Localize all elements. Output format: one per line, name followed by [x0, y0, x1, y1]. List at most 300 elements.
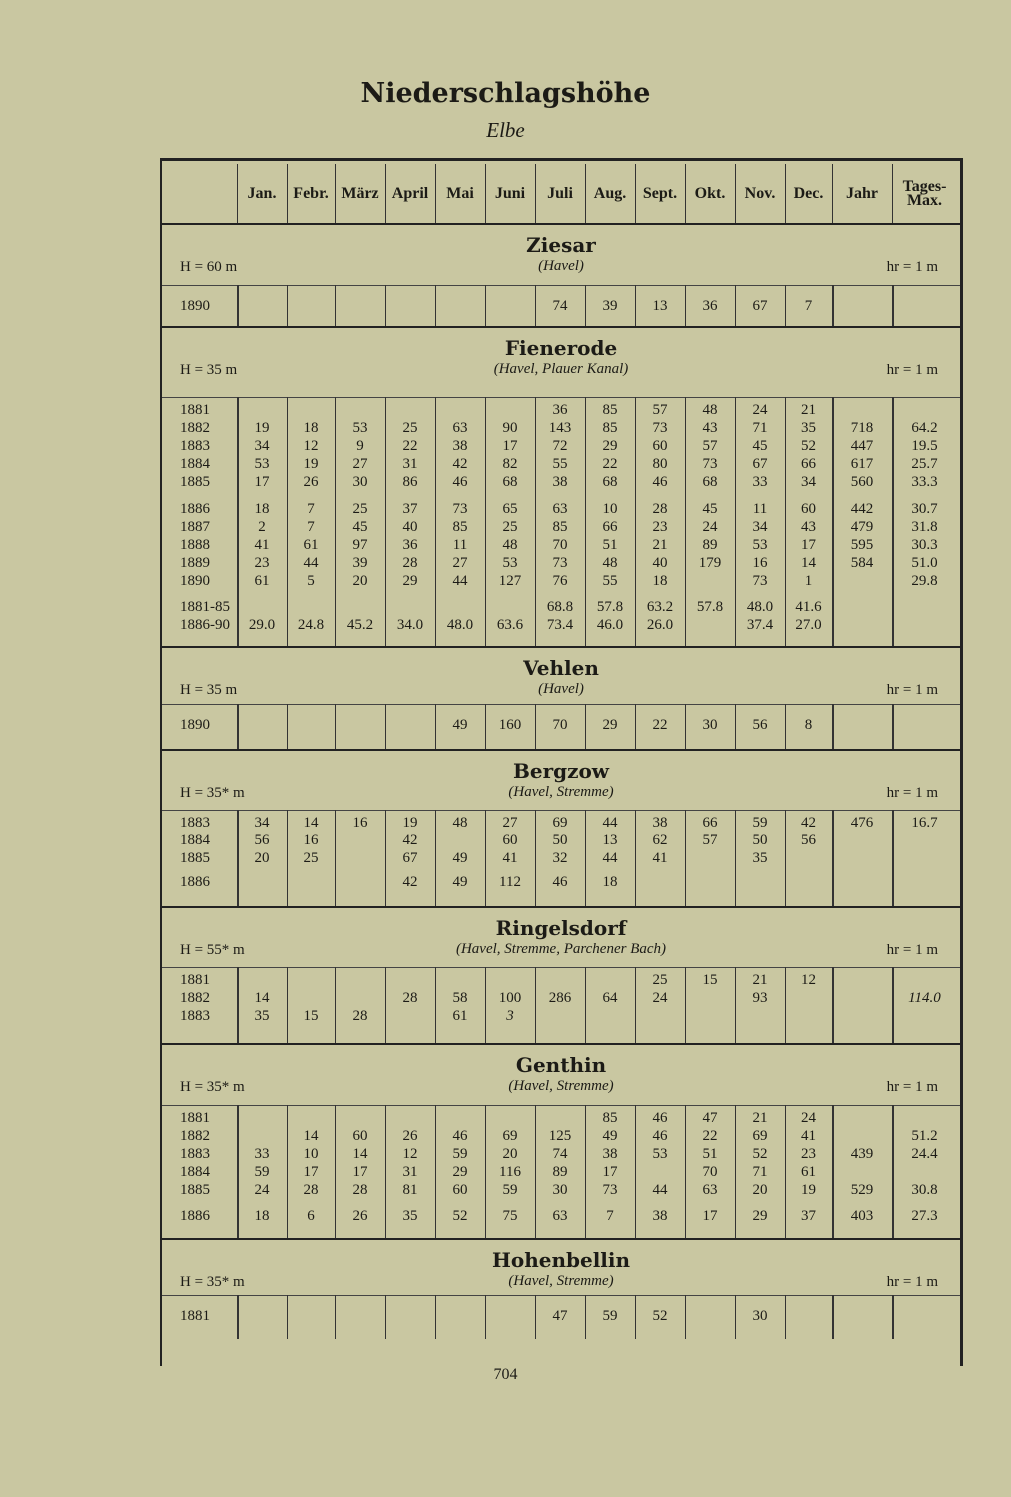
column-divider: [237, 164, 238, 223]
table-cell: 25.7: [911, 456, 938, 472]
table-cell: 11: [452, 537, 468, 553]
column-header: Sept.: [642, 184, 678, 202]
column-header: März: [341, 184, 379, 202]
table-cell: 14: [303, 815, 319, 831]
table-cell: 160: [498, 717, 522, 733]
table-cell: 34: [254, 438, 270, 454]
station-river: (Havel, Stremme): [508, 784, 614, 800]
section-divider: [162, 906, 960, 908]
table-cell: 48: [602, 555, 618, 571]
row-year: 1886: [180, 874, 210, 890]
table-cell: 29: [752, 1208, 768, 1224]
column-divider: [237, 704, 239, 749]
table-cell: 67: [402, 850, 418, 866]
table-cell: 70: [552, 717, 568, 733]
table-cell: 44: [602, 850, 618, 866]
column-divider: [892, 1295, 894, 1339]
column-header: Aug.: [593, 184, 627, 202]
table-cell: 22: [652, 717, 668, 733]
table-cell: 2: [258, 519, 266, 535]
table-cell: 286: [548, 990, 572, 1006]
table-cell: 29.8: [911, 573, 938, 589]
station-river: (Havel, Plauer Kanal): [493, 361, 629, 377]
station-name: Genthin: [515, 1053, 607, 1077]
table-cell: 46: [652, 1128, 668, 1144]
table-cell: 45: [752, 438, 768, 454]
table-cell: 37.4: [746, 617, 774, 633]
row-year: 1882: [180, 990, 210, 1006]
table-cell: 23: [801, 1146, 816, 1162]
table-cell: 7: [307, 519, 315, 535]
station-height: H = 35 m: [180, 362, 238, 378]
table-cell: 63: [702, 1182, 718, 1198]
table-cell: 18: [303, 420, 319, 436]
station-name: Hohenbellin: [491, 1248, 631, 1272]
table-cell: 55: [552, 456, 568, 472]
column-divider: [335, 164, 336, 223]
table-cell: 73: [602, 1182, 618, 1198]
table-cell: 80: [652, 456, 668, 472]
table-cell: 68: [602, 474, 618, 490]
page-number: 704: [493, 1366, 518, 1383]
table-cell: 17: [702, 1208, 718, 1224]
table-cell: 53: [352, 420, 368, 436]
table-cell: 19: [402, 815, 418, 831]
table-cell: 63: [452, 420, 468, 436]
table-cell: 14: [303, 1128, 319, 1144]
table-cell: 29.0: [248, 617, 276, 633]
table-cell: 52: [652, 1308, 668, 1324]
table-cell: 85: [552, 519, 568, 535]
table-cell: 44: [303, 555, 319, 571]
table-cell: 34: [254, 815, 270, 831]
table-cell: 28: [303, 1182, 319, 1198]
column-divider: [685, 1295, 686, 1339]
column-divider: [237, 285, 239, 326]
station-name: Bergzow: [512, 759, 610, 783]
table-cell: 617: [850, 456, 874, 472]
section-divider: [162, 646, 960, 648]
table-cell: 49: [452, 717, 468, 733]
row-year: 1886: [180, 1208, 210, 1224]
table-cell: 22: [702, 1128, 718, 1144]
column-divider: [287, 1295, 288, 1339]
table-cell: 27.0: [795, 617, 822, 633]
table-cell: 53: [254, 456, 270, 472]
table-cell: 46: [452, 1128, 468, 1144]
section-divider: [162, 223, 960, 225]
gauge-height: hr = 1 m: [886, 1079, 938, 1095]
table-cell: 73: [452, 501, 468, 517]
gauge-height: hr = 1 m: [886, 1274, 938, 1290]
column-divider: [892, 704, 894, 749]
table-cell: 51: [602, 537, 618, 553]
table-cell: 76: [552, 573, 568, 589]
section-body-divider: [162, 397, 960, 398]
table-cell: 16.7: [911, 815, 938, 831]
table-cell: 11: [752, 501, 768, 517]
table-cell: 21: [752, 972, 768, 988]
row-year: 1884: [180, 456, 210, 472]
table-cell: 26: [402, 1128, 418, 1144]
table-cell: 31: [402, 456, 418, 472]
table-cell: 1: [804, 573, 813, 589]
table-cell: 24.4: [911, 1146, 938, 1162]
row-year: 1885: [180, 474, 210, 490]
table-cell: 68: [702, 474, 718, 490]
table-cell: 26: [352, 1208, 368, 1224]
column-divider: [435, 164, 436, 223]
table-cell: 17: [352, 1164, 368, 1180]
table-cell: 20: [502, 1146, 518, 1162]
table-cell: 69: [502, 1128, 518, 1144]
table-cell: 42: [801, 815, 816, 831]
table-cell: 41: [502, 850, 518, 866]
table-cell: 30: [552, 1182, 568, 1198]
table-cell: 23: [652, 519, 668, 535]
table-cell: 33: [254, 1146, 270, 1162]
table-cell: 70: [702, 1164, 718, 1180]
station-river: (Havel, Stremme): [508, 1273, 614, 1289]
station-name: Ringelsdorf: [495, 916, 627, 940]
column-divider: [832, 704, 834, 749]
table-cell: 42: [402, 832, 418, 848]
column-header: Juli: [547, 184, 573, 202]
table-cell: 18: [254, 501, 270, 517]
precipitation-table: [160, 158, 963, 1366]
column-divider: [635, 164, 636, 223]
table-cell: 22: [402, 438, 418, 454]
table-cell: 45: [352, 519, 368, 535]
column-header: Juni: [494, 184, 526, 202]
table-cell: 63.2: [646, 599, 674, 615]
table-cell: 14: [254, 990, 270, 1006]
table-cell: 439: [850, 1146, 874, 1162]
table-cell: 17: [801, 537, 816, 553]
row-year: 1883: [180, 1146, 210, 1162]
row-year: 1881: [180, 1110, 210, 1126]
row-year: 1881: [180, 972, 210, 988]
table-cell: 46: [552, 874, 568, 890]
table-cell: 26.0: [646, 617, 674, 633]
table-cell: 28: [652, 501, 668, 517]
table-cell: 64.2: [911, 420, 938, 436]
table-cell: 14: [801, 555, 816, 571]
table-cell: 35: [801, 420, 816, 436]
station-height: H = 35* m: [180, 785, 245, 801]
table-cell: 7: [606, 1208, 614, 1224]
column-divider: [485, 1295, 486, 1339]
gauge-height: hr = 1 m: [886, 682, 938, 698]
row-year: 1886: [180, 501, 210, 517]
column-header: Tages-Max.: [902, 177, 947, 209]
table-cell: 81: [402, 1182, 418, 1198]
column-divider: [535, 164, 536, 223]
table-cell: 5: [307, 573, 315, 589]
column-divider: [435, 285, 436, 326]
table-cell: 14: [352, 1146, 368, 1162]
table-cell: 52: [452, 1208, 468, 1224]
table-cell: 74: [552, 1146, 568, 1162]
table-cell: 21: [652, 537, 668, 553]
table-cell: 20: [352, 573, 368, 589]
table-cell: 30: [752, 1308, 768, 1324]
table-cell: 57: [702, 438, 718, 454]
table-cell: 62: [652, 832, 668, 848]
table-cell: 46: [652, 1110, 668, 1126]
table-cell: 59: [602, 1308, 618, 1324]
row-year: 1890: [180, 573, 210, 589]
table-cell: 15: [702, 972, 718, 988]
table-cell: 20: [752, 1182, 768, 1198]
row-year: 1882: [180, 1128, 210, 1144]
column-divider: [735, 164, 736, 223]
table-cell: 71: [752, 1164, 768, 1180]
column-header: Febr.: [293, 184, 329, 202]
table-cell: 31: [402, 1164, 418, 1180]
row-year: 1889: [180, 555, 210, 571]
column-header: Mai: [446, 184, 474, 202]
table-cell: 59: [502, 1182, 518, 1198]
table-cell: 17: [602, 1164, 618, 1180]
table-cell: 28: [352, 1008, 368, 1024]
table-cell: 40: [402, 519, 418, 535]
table-cell: 68.8: [546, 599, 574, 615]
section-body-divider: [162, 285, 960, 286]
table-cell: 44: [652, 1182, 668, 1198]
table-cell: 34: [801, 474, 816, 490]
table-cell: 447: [850, 438, 874, 454]
row-year: 1887: [180, 519, 210, 535]
table-cell: 41: [801, 1128, 816, 1144]
table-cell: 89: [552, 1164, 568, 1180]
section-divider: [162, 1043, 960, 1045]
table-cell: 47: [552, 1308, 568, 1324]
table-cell: 43: [702, 420, 718, 436]
table-cell: 29: [402, 573, 418, 589]
table-cell: 82: [502, 456, 518, 472]
table-cell: 13: [652, 298, 668, 314]
table-cell: 67: [752, 298, 768, 314]
station-height: H = 35 m: [180, 682, 238, 698]
table-cell: 7: [307, 501, 315, 517]
table-cell: 36: [402, 537, 418, 553]
table-cell: 49: [602, 1128, 618, 1144]
table-cell: 50: [752, 832, 768, 848]
column-divider: [485, 285, 486, 326]
station-river: (Havel, Stremme): [508, 1078, 614, 1094]
table-cell: 42: [452, 456, 468, 472]
table-cell: 18: [652, 573, 668, 589]
table-cell: 44: [602, 815, 618, 831]
table-cell: 23: [254, 555, 270, 571]
station-name: Vehlen: [523, 656, 599, 680]
table-cell: 61: [452, 1008, 468, 1024]
table-cell: 29: [452, 1164, 468, 1180]
table-cell: 718: [850, 420, 874, 436]
row-year: 1885: [180, 1182, 210, 1198]
table-cell: 19: [801, 1182, 816, 1198]
table-cell: 16: [352, 815, 368, 831]
table-cell: 30.7: [911, 501, 938, 517]
table-cell: 48.0: [446, 617, 474, 633]
table-cell: 53: [752, 537, 768, 553]
table-cell: 38: [602, 1146, 618, 1162]
table-cell: 74: [552, 298, 568, 314]
station-name: Fienerode: [504, 336, 618, 360]
table-cell: 63: [552, 501, 568, 517]
table-cell: 38: [652, 1208, 668, 1224]
column-divider: [287, 164, 288, 223]
table-cell: 68: [502, 474, 518, 490]
table-cell: 57: [652, 402, 668, 418]
table-cell: 16: [303, 832, 319, 848]
table-cell: 48: [452, 815, 468, 831]
table-cell: 69: [752, 1128, 768, 1144]
table-cell: 15: [303, 1008, 319, 1024]
column-header: Dec.: [793, 184, 824, 202]
table-cell: 50: [552, 832, 568, 848]
column-divider: [335, 1295, 336, 1339]
table-cell: 57: [702, 832, 718, 848]
column-divider: [435, 1295, 436, 1339]
table-cell: 85: [602, 1110, 618, 1126]
row-year: 1881: [180, 1308, 210, 1324]
table-cell: 24: [752, 402, 768, 418]
section-body-divider: [162, 704, 960, 705]
table-cell: 7: [804, 298, 813, 314]
column-header: Jan.: [247, 184, 277, 202]
table-cell: 59: [752, 815, 768, 831]
column-divider: [385, 285, 386, 326]
table-cell: 73.4: [546, 617, 574, 633]
table-header: [162, 164, 960, 225]
table-cell: 529: [850, 1182, 874, 1198]
table-cell: 73: [652, 420, 668, 436]
table-cell: 86: [402, 474, 418, 490]
table-cell: 44: [452, 573, 468, 589]
table-cell: 125: [548, 1128, 572, 1144]
table-cell: 29: [602, 717, 618, 733]
column-divider: [832, 967, 834, 1043]
page-title: Niederschlagshöhe: [360, 78, 651, 109]
section-divider: [162, 326, 960, 328]
table-cell: 49: [452, 850, 468, 866]
table-cell: 41: [254, 537, 270, 553]
row-year: 1884: [180, 832, 210, 848]
column-divider: [287, 967, 288, 1043]
table-cell: 30.8: [911, 1182, 938, 1198]
table-cell: 61: [801, 1164, 816, 1180]
station-name: Ziesar: [526, 233, 596, 257]
column-divider: [335, 285, 336, 326]
table-cell: 28: [402, 555, 418, 571]
table-cell: 60: [801, 501, 816, 517]
table-cell: 10: [602, 501, 618, 517]
table-cell: 25: [652, 972, 668, 988]
table-cell: 127: [498, 573, 522, 589]
table-cell: 30: [352, 474, 368, 490]
table-cell: 57.8: [696, 599, 724, 615]
table-cell: 27: [502, 815, 518, 831]
table-cell: 33: [752, 474, 768, 490]
table-cell: 46: [452, 474, 468, 490]
table-cell: 24: [652, 990, 668, 1006]
table-cell: 65: [502, 501, 518, 517]
table-cell: 30: [702, 717, 718, 733]
table-cell: 30.3: [911, 537, 938, 553]
table-cell: 72: [552, 438, 568, 454]
table-cell: 19.5: [911, 438, 938, 454]
table-cell: 17: [254, 474, 270, 490]
table-cell: 51.2: [911, 1128, 938, 1144]
table-cell: 100: [498, 990, 522, 1006]
table-cell: 35: [752, 850, 768, 866]
table-cell: 37: [402, 501, 418, 517]
table-cell: 97: [352, 537, 368, 553]
section-body-divider: [162, 967, 960, 968]
table-cell: 59: [452, 1146, 468, 1162]
table-cell: 85: [602, 420, 618, 436]
table-cell: 179: [698, 555, 722, 571]
column-divider: [832, 164, 833, 223]
page-subtitle: Elbe: [486, 118, 525, 142]
table-cell: 85: [602, 402, 618, 418]
gauge-height: hr = 1 m: [886, 942, 938, 958]
table-cell: 66: [602, 519, 618, 535]
column-divider: [385, 704, 386, 749]
table-cell: 61: [303, 537, 319, 553]
table-cell: 39: [602, 298, 618, 314]
table-cell: 28: [352, 1182, 368, 1198]
table-cell: 46.0: [596, 617, 624, 633]
column-header: April: [391, 184, 429, 202]
station-river: (Havel, Stremme, Parchener Bach): [455, 941, 667, 957]
table-cell: 31.8: [911, 519, 938, 535]
table-cell: 25: [303, 850, 319, 866]
table-cell: 17: [303, 1164, 319, 1180]
table-cell: 34: [752, 519, 768, 535]
table-cell: 53: [502, 555, 518, 571]
table-cell: 52: [752, 1146, 768, 1162]
table-cell: 38: [652, 815, 668, 831]
table-cell: 93: [752, 990, 768, 1006]
table-cell: 85: [452, 519, 468, 535]
table-cell: 58: [452, 990, 468, 1006]
column-header: Okt.: [694, 184, 726, 202]
station-height: H = 60 m: [180, 259, 238, 275]
table-cell: 19: [303, 456, 319, 472]
table-cell: 56: [801, 832, 816, 848]
table-cell: 73: [702, 456, 718, 472]
table-cell: 90: [502, 420, 518, 436]
column-header: Nov.: [744, 184, 776, 202]
station-river: (Havel): [538, 258, 584, 274]
table-cell: 37: [801, 1208, 816, 1224]
table-cell: 479: [850, 519, 874, 535]
table-cell: 25: [352, 501, 368, 517]
gauge-height: hr = 1 m: [886, 362, 938, 378]
row-year: 1883: [180, 438, 210, 454]
table-cell: 59: [254, 1164, 270, 1180]
section-divider: [162, 1238, 960, 1240]
row-year: 1884: [180, 1164, 210, 1180]
table-cell: 75: [502, 1208, 518, 1224]
table-cell: 36: [702, 298, 718, 314]
table-cell: 18: [254, 1208, 270, 1224]
table-cell: 52: [801, 438, 816, 454]
table-cell: 63: [552, 1208, 568, 1224]
